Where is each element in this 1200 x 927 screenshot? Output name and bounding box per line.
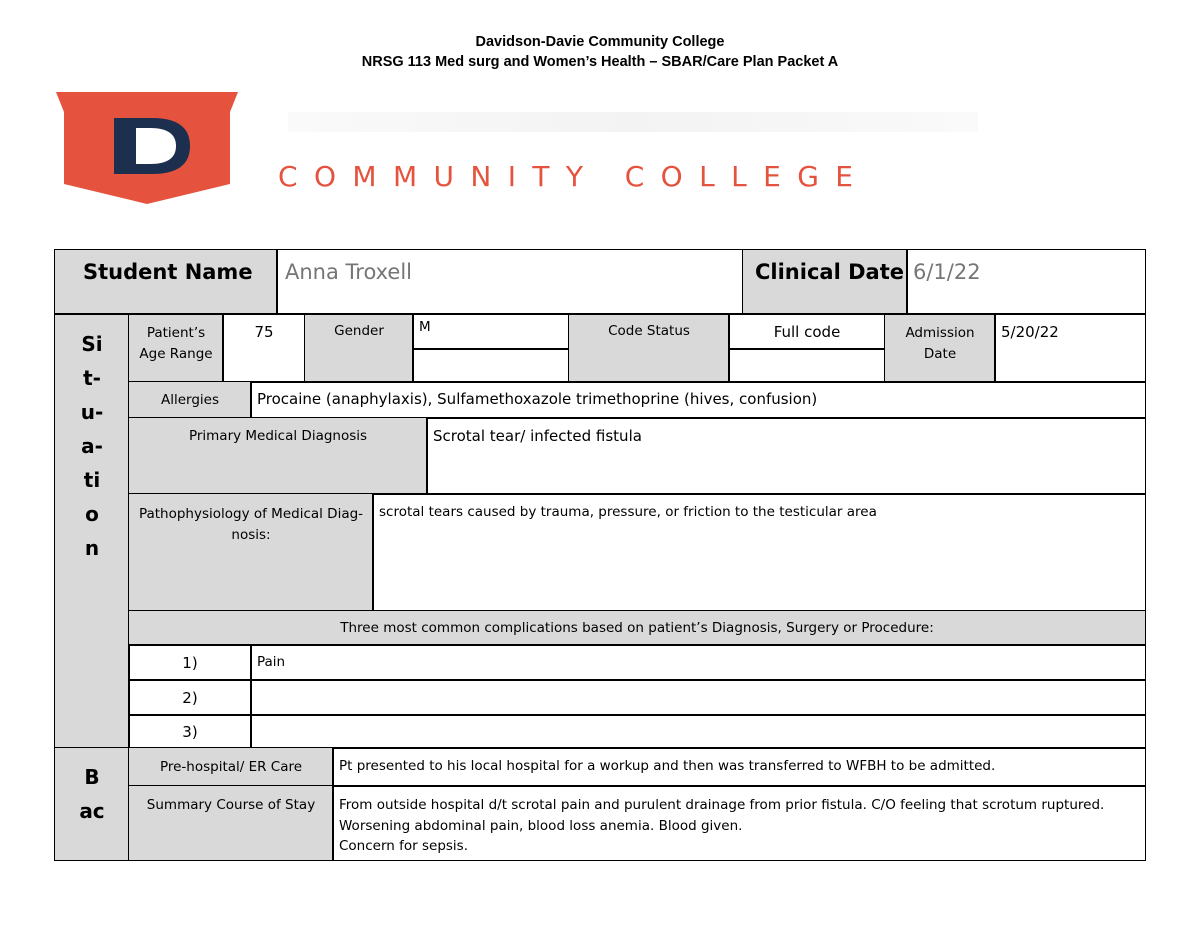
admission-date-value[interactable]: 5/20/22 [994,314,1146,383]
code-status-extra-cell[interactable] [728,348,886,383]
college-shield-logo-icon [56,92,238,204]
clinical-date-value[interactable]: 6/1/22 [906,249,1146,314]
allergies-label: Allergies [128,381,252,419]
complications-header: Three most common complications based on patient’s Diagnosis, Surgery or Procedure: [128,610,1146,646]
summary-line: Concern for sepsis. [339,838,469,854]
side-letter: Si [81,332,103,356]
admission-label-line: Date [923,346,957,362]
header-course-title: NRSG 113 Med surg and Women’s Health – SBAR/Care Plan Packet A [361,54,839,70]
side-letter: u- [80,400,104,424]
student-name-label: Student Name [54,249,278,314]
pathophysiology-value[interactable]: scrotal tears caused by trauma, pressure, or friction to the testicular area [372,493,1146,612]
complication-value[interactable]: Pain [250,644,1146,681]
pathophysiology-label: Pathophysiology of Medical Diag-nosis: [128,493,374,612]
prehospital-label: Pre-hospital/ ER Care [128,747,334,787]
admission-label-line: Admission [905,325,975,341]
age-label-line: Patient’s [146,325,206,341]
college-wordmark: COMMUNITY COLLEGE [278,160,870,193]
summary-line: From outside hospital d/t scrotal pain and purulent drainage from prior fistula. C/O feeling that scrotum ruptured. [339,797,1105,813]
clinical-date-label: Clinical Date [742,249,908,314]
background-side-label [54,747,130,861]
header-college-name: Davidson-Davie Community College [475,34,725,50]
complication-value[interactable] [250,714,1146,749]
prehospital-value[interactable]: Pt presented to his local hospital for a workup and then was transferred to WFBH to be admitted. [332,747,1146,787]
complication-number: 2) [128,679,252,716]
situation-side-label [54,314,130,749]
primary-diagnosis-label: Primary Medical Diagnosis [128,417,428,495]
summary-course-label: Summary Course of Stay [128,785,334,861]
age-range-label [128,314,224,383]
gender-label: Gender [304,314,414,383]
complication-value[interactable] [250,679,1146,716]
summary-line: Worsening abdominal pain, blood loss anemia. Blood given. [339,817,743,834]
side-letter: n [84,536,100,560]
side-letter: ti [83,468,101,492]
side-letter: ac [79,799,105,823]
complication-number: 3) [128,714,252,749]
logo-faded-band [288,112,978,132]
summary-course-value[interactable] [332,785,1146,861]
student-name-value[interactable]: Anna Troxell [276,249,744,314]
side-letter: o [85,502,99,526]
gender-extra-cell[interactable] [412,348,570,383]
allergies-value[interactable]: Procaine (anaphylaxis), Sulfamethoxazole trimethoprine (hives, confusion) [250,381,1146,419]
admission-date-label [884,314,996,383]
side-letter: B [84,765,100,789]
code-status-label: Code Status [568,314,730,383]
gender-value[interactable]: M [412,314,570,350]
age-label-line: Age Range [139,346,213,362]
age-value[interactable]: 75 [222,314,306,383]
side-letter: t- [83,366,101,390]
side-letter: a- [81,434,103,458]
code-status-value[interactable]: Full code [728,314,886,350]
primary-diagnosis-value[interactable]: Scrotal tear/ infected fistula [426,417,1146,495]
complication-number: 1) [128,644,252,681]
